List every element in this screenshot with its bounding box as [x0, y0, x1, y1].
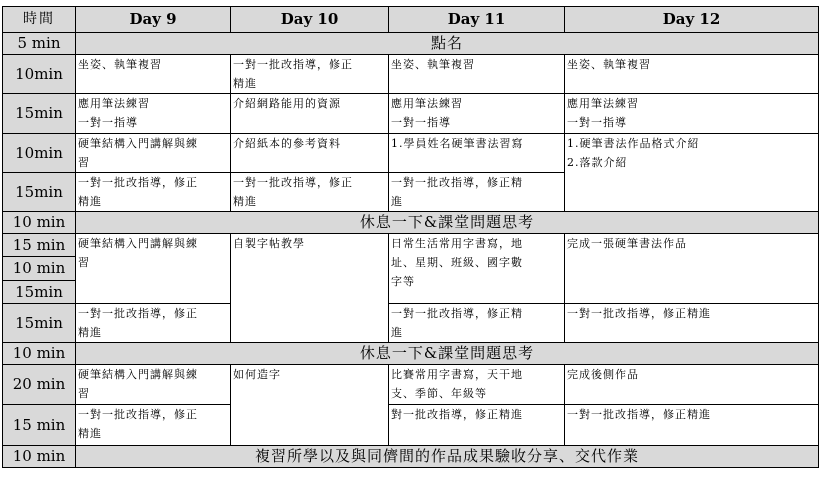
day-10-header: Day 10 [231, 7, 389, 33]
header-row [3, 7, 819, 33]
cell-text-line: 一對一批改指導，修正精進 [567, 408, 711, 421]
cell-text-line: 一對一批改指導，修正 [233, 176, 353, 189]
cell-text-line: 介紹網路能用的資源 [233, 97, 341, 110]
time-cell: 15min [3, 94, 76, 134]
time-cell: 15 min [3, 405, 76, 446]
day-12-cell [565, 94, 819, 134]
table-row [3, 304, 819, 343]
table-row [3, 134, 819, 173]
day-9-cell [76, 55, 231, 94]
table-row [3, 94, 819, 134]
day-9-cell [76, 134, 231, 173]
day-9-cell [76, 304, 231, 343]
table-row [3, 343, 819, 365]
day-11-cell [389, 365, 565, 405]
cell-text-line: 1.學員姓名硬筆書法習寫 [391, 137, 524, 150]
cell-text-line: 應用筆法練習 [78, 97, 150, 110]
day-12-cell [565, 304, 819, 343]
cell-text-line: 進 [391, 326, 403, 339]
cell-text-line: 硬筆結構入門講解與練 [78, 237, 198, 250]
cell-text-line: 坐姿、執筆複習 [391, 58, 475, 71]
cell-text-line: 1.硬筆書法作品格式介紹 [567, 137, 700, 150]
cell-text-line: 進 [391, 195, 403, 208]
day-10-cell [231, 94, 389, 134]
cell-text-line: 精進 [78, 326, 102, 339]
roll-call-cell: 點名 [76, 33, 819, 55]
time-cell: 15 min [3, 234, 76, 257]
table-row [3, 234, 819, 257]
table-row [3, 365, 819, 405]
cell-text-line: 完成後側作品 [567, 368, 639, 381]
day-12-cell [565, 234, 819, 304]
cell-text-line: 一對一批改指導，修正精 [391, 176, 523, 189]
time-cell: 5 min [3, 33, 76, 55]
cell-text-line: 字等 [391, 275, 415, 288]
cell-text-line: 一對一指導 [391, 116, 451, 129]
cell-text-line: 坐姿、執筆複習 [567, 58, 651, 71]
day-9-cell [76, 405, 231, 446]
break-cell: 休息一下&課堂問題思考 [76, 212, 819, 234]
time-cell: 10 min [3, 212, 76, 234]
cell-text-line: 支、季節、年級等 [391, 387, 487, 400]
cell-text-line: 自製字帖教學 [233, 237, 305, 250]
table-row [3, 55, 819, 94]
cell-text-line: 精進 [78, 195, 102, 208]
time-cell: 10 min [3, 257, 76, 281]
cell-text-line: 一對一批改指導，修正精 [391, 307, 523, 320]
cell-text-line: 精進 [233, 195, 257, 208]
cell-text-line: 習 [78, 387, 90, 400]
day-11-cell [389, 234, 565, 304]
day-10-cell [231, 134, 389, 173]
time-cell: 20 min [3, 365, 76, 405]
day-12-header: Day 12 [565, 7, 819, 33]
day-11-cell [389, 134, 565, 173]
day-9-cell [76, 94, 231, 134]
day-11-header: Day 11 [389, 7, 565, 33]
cell-text-line: 一對一指導 [78, 116, 138, 129]
time-cell: 15min [3, 173, 76, 212]
day-11-cell [389, 55, 565, 94]
cell-text-line: 應用筆法練習 [567, 97, 639, 110]
cell-text-line: 如何造字 [233, 368, 281, 381]
table-row [3, 405, 819, 446]
day-10-cell [231, 173, 389, 212]
day-9-header: Day 9 [76, 7, 231, 33]
cell-text-line: 硬筆結構入門講解與練 [78, 137, 198, 150]
day-12-cell [565, 405, 819, 446]
cell-text-line: 2.落款介紹 [567, 156, 628, 169]
cell-text-line: 一對一指導 [567, 116, 627, 129]
day-11-cell [389, 94, 565, 134]
cell-text-line: 應用筆法練習 [391, 97, 463, 110]
cell-text-line: 日常生活常用字書寫，地 [391, 237, 523, 250]
review-cell: 複習所學以及與同儕間的作品成果驗收分享、交代作業 [76, 446, 819, 468]
break-cell: 休息一下&課堂問題思考 [76, 343, 819, 365]
cell-text-line: 硬筆結構入門講解與練 [78, 368, 198, 381]
time-header: 時間 [3, 7, 76, 33]
cell-text-line: 介紹紙本的參考資料 [233, 137, 341, 150]
cell-text-line: 比賽常用字書寫，天干地 [391, 368, 523, 381]
schedule-table [2, 6, 819, 468]
day-12-cell [565, 134, 819, 212]
cell-text-line: 坐姿、執筆複習 [78, 58, 162, 71]
cell-text-line: 習 [78, 156, 90, 169]
time-cell: 15min [3, 304, 76, 343]
cell-text-line: 一對一批改指導，修正 [78, 176, 198, 189]
cell-text-line: 精進 [78, 427, 102, 440]
cell-text-line: 一對一批改指導，修正 [78, 408, 198, 421]
day-9-cell [76, 365, 231, 405]
time-cell: 10min [3, 55, 76, 94]
day-10-cell [231, 365, 389, 446]
time-cell: 10min [3, 134, 76, 173]
day-10-cell [231, 55, 389, 94]
day-10-cell [231, 234, 389, 343]
cell-text-line: 精進 [233, 77, 257, 90]
time-cell: 10 min [3, 446, 76, 468]
cell-text-line: 一對一批改指導，修正精進 [567, 307, 711, 320]
table-row [3, 212, 819, 234]
day-11-cell [389, 405, 565, 446]
cell-text-line: 習 [78, 256, 90, 269]
table-row [3, 33, 819, 55]
cell-text-line: 完成一張硬筆書法作品 [567, 237, 687, 250]
day-9-cell [76, 173, 231, 212]
cell-text-line: 址、星期、班級、國字數 [391, 256, 523, 269]
day-12-cell [565, 55, 819, 94]
cell-text-line: 對一批改指導，修正精進 [391, 408, 523, 421]
day-11-cell [389, 173, 565, 212]
time-cell: 10 min [3, 343, 76, 365]
cell-text-line: 一對一批改指導，修正 [233, 58, 353, 71]
day-12-cell [565, 365, 819, 405]
day-11-cell [389, 304, 565, 343]
table-row [3, 446, 819, 468]
time-cell: 15min [3, 281, 76, 304]
day-9-cell [76, 234, 231, 304]
cell-text-line: 一對一批改指導，修正 [78, 307, 198, 320]
